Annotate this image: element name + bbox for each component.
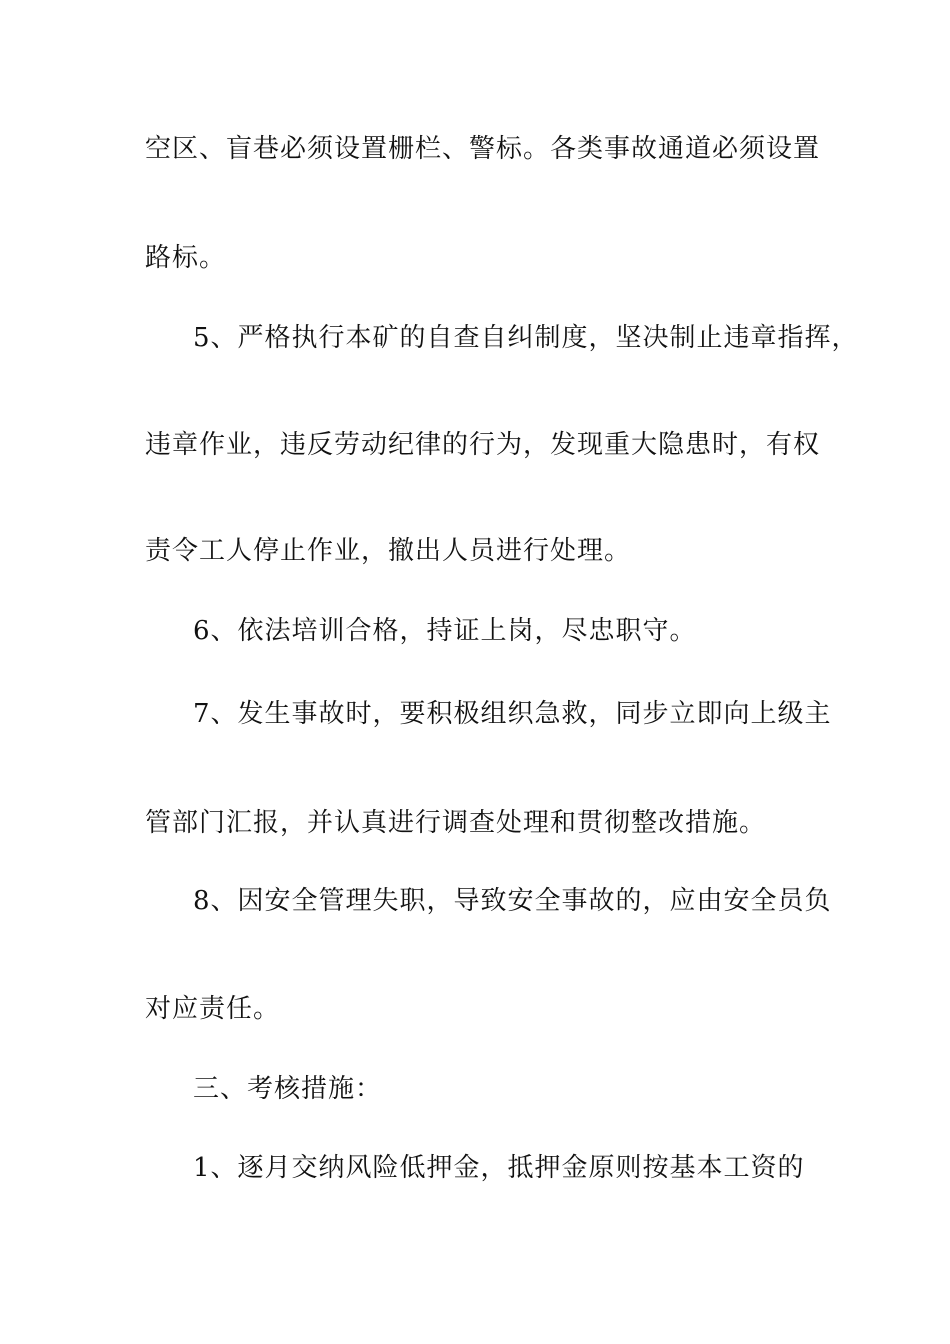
clause-6-line: 6、依法培训合格，持证上岗，尽忠职守。 [193, 616, 697, 646]
clause-8-line: 8、因安全管理失职，导致安全事故的，应由安全员负 [193, 886, 832, 916]
body-text-line: 责令工人停止作业，撤出人员进行处理。 [145, 536, 632, 566]
assessment-clause-1-line: 1、逐月交纳风险低押金，抵押金原则按基本工资的 [193, 1153, 805, 1183]
clause-5-line: 5、严格执行本矿的自查自纠制度，坚决制止违章指挥， [193, 323, 859, 353]
clause-7-line: 7、发生事故时，要积极组织急救，同步立即向上级主 [193, 699, 832, 729]
body-text-line: 管部门汇报，并认真进行调查处理和贯彻整改措施。 [145, 808, 767, 838]
section-heading: 三、考核措施： [193, 1074, 383, 1104]
body-text-line: 空区、盲巷必须设置栅栏、警标。各类事故通道必须设置 [145, 134, 821, 164]
body-text-line: 对应责任。 [145, 994, 281, 1024]
body-text-line: 违章作业，违反劳动纪律的行为，发现重大隐患时，有权 [145, 430, 821, 460]
body-text-line: 路标。 [145, 243, 227, 273]
